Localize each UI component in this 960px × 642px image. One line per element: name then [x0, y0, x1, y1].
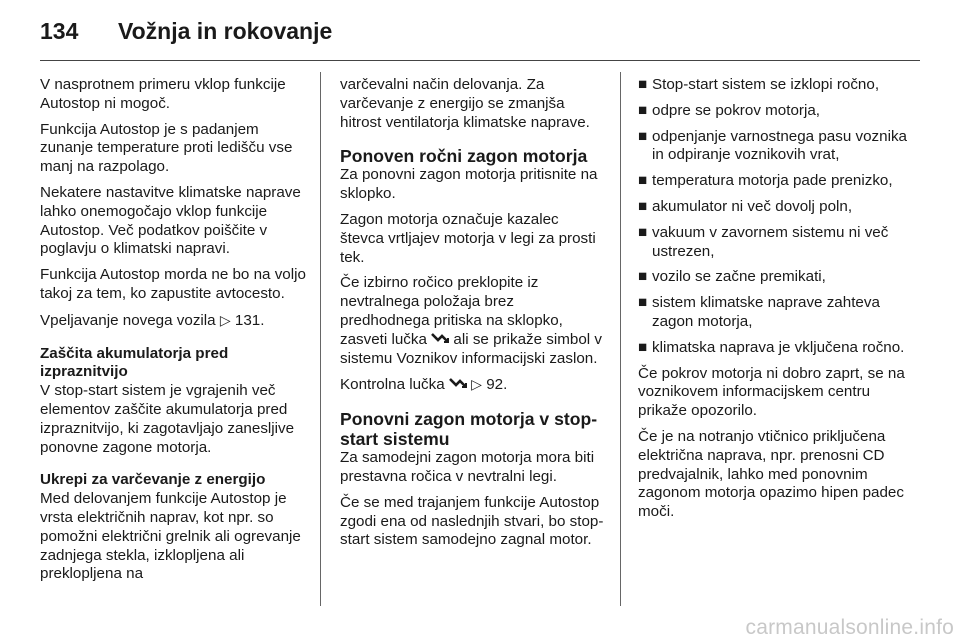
page-reference-link[interactable]: 131. [234, 311, 265, 329]
restart-conditions-list [638, 76, 920, 358]
list-item [638, 224, 920, 262]
square-bullet-icon: ■ [638, 294, 648, 312]
list-item [638, 294, 920, 332]
square-bullet-icon: ■ [638, 101, 648, 119]
paragraph: Funkcija Autostop je s padanjem zunanje temperature proti ledišču vse manj na razpolago. [40, 120, 293, 176]
column-divider-1 [320, 72, 321, 606]
list-item [638, 128, 920, 166]
section-heading-manual-restart: Ponoven ročni zagon motorja [340, 146, 588, 167]
header-rule [40, 60, 920, 61]
list-item-text: sistem klimatske naprave zahteva zagon motorja, [652, 294, 880, 330]
paragraph-text: Če izbirno ročico preklopite iz nevtralnega položaja brez predhodnega pritiska na sklopko, zasveti lučka [340, 274, 563, 348]
paragraph: Nekatere nastavitve klimatske naprave lahko onemogočajo vklop funkcije Autostop. Več podatkov poiščite v poglavju o klimatski napravi. [40, 183, 301, 258]
watermark: carmanualsonline.info [745, 616, 954, 639]
list-item-text: odpre se pokrov motorja, [652, 101, 820, 119]
paragraph: Če se med trajanjem funkcije Autostop zgodi ena od naslednjih stvari, bo stop-start sistem samodejno zagnal motor. [340, 493, 604, 549]
column-3 [638, 76, 920, 529]
paragraph-with-reference [40, 311, 308, 331]
list-item-text: vakuum v zavornem sistemu ni več ustrezen, [652, 223, 889, 260]
column-1 [40, 76, 308, 591]
square-bullet-icon: ■ [638, 223, 648, 241]
list-item-text: klimatska naprava je vključena ročno. [652, 338, 905, 356]
reference-text: Vpeljavanje novega vozila [40, 311, 216, 329]
section-heading-auto-restart: Ponovni zagon motorja v stop-start sistemu [340, 409, 598, 450]
stop-start-lamp-icon [449, 376, 467, 395]
square-bullet-icon: ■ [638, 127, 648, 145]
stop-start-lamp-icon [431, 331, 449, 350]
page-title: Vožnja in rokovanje [118, 18, 333, 44]
list-item-text: akumulator ni več dovolj poln, [652, 197, 853, 215]
paragraph: Zagon motorja označuje kazalec števca vrtljajev motorja v legi za prosti tek. [340, 210, 596, 266]
paragraph: V nasprotnem primeru vklop funkcije Autostop ni mogoč. [40, 76, 286, 112]
square-bullet-icon: ■ [638, 172, 648, 190]
paragraph: Za ponovni zagon motorja pritisnite na sklopko. [340, 166, 598, 203]
square-bullet-icon: ■ [638, 338, 648, 356]
list-item [638, 102, 920, 121]
paragraph-with-reference [340, 375, 606, 395]
square-bullet-icon: ■ [638, 76, 648, 93]
square-bullet-icon: ■ [638, 268, 648, 286]
list-item-text: temperatura motorja pade prenizko, [652, 172, 893, 190]
list-item-text: vozilo se začne premikati, [652, 268, 826, 286]
paragraph: Med delovanjem funkcije Autostop je vrsta električnih naprav, kot npr. so pomožni električni grelnik ali ogrevanje zadnjega stekla, izklopljena ali preklopljena na [40, 490, 301, 583]
paragraph: V stop-start sistem je vgrajenih več elementov zaščite akumulatorja pred izpraznitvijo, ki zagotavljajo zanesljive ponovne zagone motorja. [40, 382, 295, 456]
page-reference-link[interactable]: 92. [486, 376, 508, 394]
list-item-text: Stop-start sistem se izklopi ročno, [652, 76, 880, 93]
triangle-right-icon: ▷ [219, 311, 231, 328]
paragraph: Za samodejni zagon motorja mora biti prestavna ročica v nevtralni legi. [340, 449, 595, 485]
page-number: 134 [40, 18, 79, 44]
square-bullet-icon: ■ [638, 197, 648, 215]
section-heading-battery: Zaščita akumulatorja pred izpraznitvijo [40, 344, 229, 381]
section-heading-energy: Ukrepi za varčevanje z energijo [40, 471, 266, 489]
triangle-right-icon: ▷ [471, 376, 482, 393]
list-item-text: odpenjanje varnostnega pasu voznika in odpiranje voznikovih vrat, [652, 127, 907, 164]
column-divider-2 [620, 72, 621, 606]
paragraph: varčevalni način delovanja. Za varčevanje z energijo se zmanjša hitrost ventilatorja klimatske naprave. [340, 76, 590, 131]
paragraph: Če je na notranjo vtičnico priključena električna naprava, npr. prenosni CD predvajalnik, lahko med ponovnim zagonom motorja opazimo hipen padec moči. [638, 427, 904, 521]
list-item [638, 172, 920, 191]
list-item [638, 76, 920, 95]
paragraph: Če pokrov motorja ni dobro zaprt, se na voznikovem informacijskem centru prikaže opozorilo. [638, 364, 905, 420]
column-2 [340, 76, 606, 557]
paragraph-text: ali se prikaže simbol v sistemu Voznikov informacijski zaslon. [340, 330, 602, 367]
list-item [638, 268, 920, 287]
paragraph-with-lamp [340, 274, 606, 368]
reference-text: Kontrolna lučka [340, 376, 445, 394]
paragraph: Funkcija Autostop morda ne bo na voljo takoj za tem, ko zapustite avtocesto. [40, 266, 306, 302]
page-header [40, 18, 920, 50]
list-item [638, 339, 920, 358]
list-item [638, 198, 920, 217]
